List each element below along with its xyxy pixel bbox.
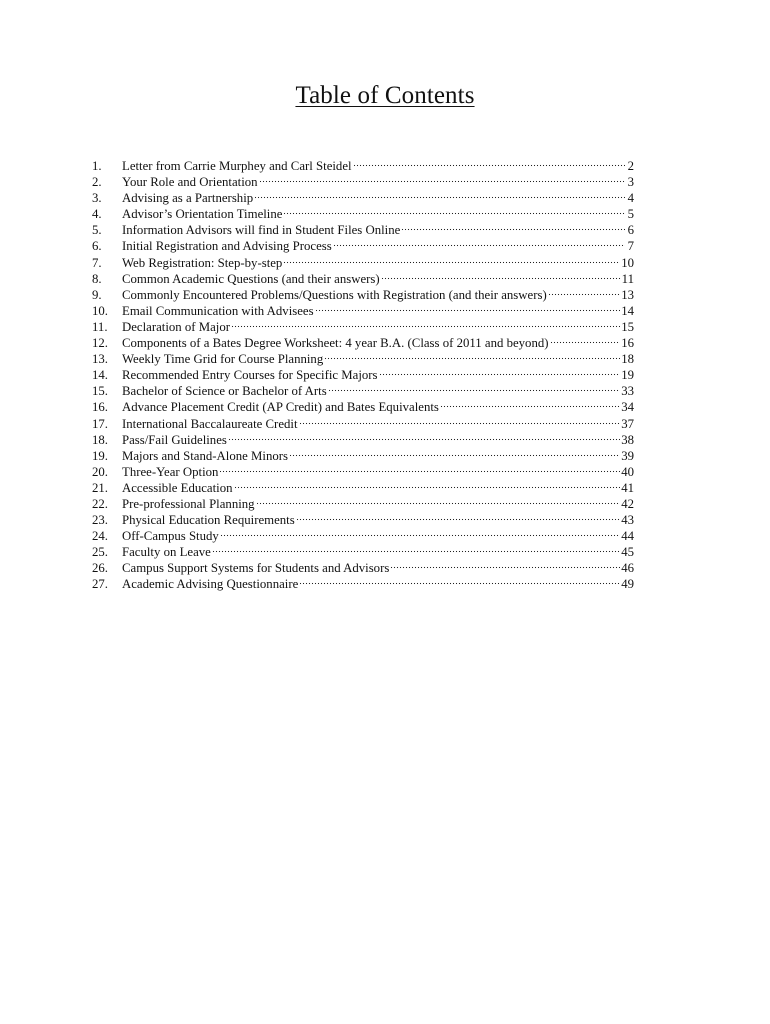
toc-entry-title: Initial Registration and Advising Process — [122, 239, 332, 254]
toc-entry-page-number: 4 — [627, 191, 634, 206]
toc-entry-page-number: 16 — [621, 336, 634, 351]
toc-entry-page-number: 49 — [621, 577, 634, 592]
toc-entry-title: Advising as a Partnership — [122, 191, 254, 206]
toc-entry-page-number: 19 — [621, 368, 634, 383]
toc-entry-title: Components of a Bates Degree Worksheet: 4 year B.A. (Class of 2011 and beyond) — [122, 336, 549, 351]
toc-entry-page-number: 44 — [621, 529, 634, 544]
toc-entry-title: Email Communication with Advisees — [122, 303, 314, 318]
dot-leader — [219, 469, 620, 473]
table-of-contents-list — [92, 158, 634, 593]
toc-entry — [92, 496, 634, 512]
dot-leader — [212, 549, 620, 553]
toc-entry-page-number: 14 — [621, 303, 634, 318]
dot-leader — [220, 533, 620, 537]
toc-entry — [92, 271, 634, 287]
toc-entry-number: 6. — [92, 239, 102, 254]
toc-entry-number: 7. — [92, 255, 102, 270]
toc-entry — [92, 335, 634, 351]
dot-leader — [315, 308, 621, 312]
toc-entry-page-number: 11 — [621, 271, 634, 286]
toc-entry-page-number: 38 — [621, 432, 634, 447]
toc-entry — [92, 464, 634, 480]
toc-entry-title: Faculty on Leave — [122, 545, 211, 560]
toc-entry-page-number: 7 — [627, 239, 634, 254]
dot-leader — [440, 404, 620, 408]
toc-entry-page-number: 3 — [627, 175, 634, 190]
toc-entry-page-number: 2 — [627, 159, 634, 173]
toc-entry — [92, 222, 634, 238]
toc-entry — [92, 383, 634, 399]
toc-entry — [92, 174, 634, 190]
toc-entry-page-number: 10 — [621, 255, 634, 270]
toc-entry-title: Information Advisors will find in Student Files Online — [122, 223, 401, 238]
dot-leader — [259, 179, 625, 183]
toc-entry-title: Advance Placement Credit (AP Credit) and Bates Equivalents — [122, 400, 439, 415]
toc-entry — [92, 255, 634, 271]
toc-entry-number: 12. — [92, 336, 108, 351]
toc-entry-title: Weekly Time Grid for Course Planning — [122, 352, 324, 367]
dot-leader — [324, 356, 620, 360]
dot-leader — [390, 565, 620, 569]
toc-entry-title: Advisor’s Orientation Timeline — [122, 207, 283, 222]
toc-entry-page-number: 41 — [621, 480, 634, 495]
toc-entry-page-number: 5 — [627, 207, 634, 222]
toc-entry — [92, 528, 634, 544]
dot-leader — [289, 453, 620, 457]
dot-leader — [283, 260, 620, 264]
toc-entry-title: Bachelor of Science or Bachelor of Arts — [122, 384, 327, 399]
toc-entry-page-number: 40 — [621, 464, 634, 479]
toc-entry-number: 23. — [92, 513, 108, 528]
toc-entry-number: 14. — [92, 368, 108, 383]
toc-entry-number: 15. — [92, 384, 108, 399]
toc-entry — [92, 399, 634, 415]
dot-leader — [231, 324, 620, 328]
toc-entry-title: Pre-professional Planning — [122, 496, 255, 511]
toc-entry-number: 10. — [92, 303, 108, 318]
toc-entry-number: 27. — [92, 577, 108, 592]
toc-entry-page-number: 37 — [621, 416, 634, 431]
toc-entry-number: 18. — [92, 432, 108, 447]
toc-entry — [92, 544, 634, 560]
dot-leader — [234, 485, 621, 489]
toc-entry — [92, 190, 634, 206]
toc-entry-number: 13. — [92, 352, 108, 367]
dot-leader — [254, 195, 625, 199]
toc-entry-title: Off-Campus Study — [122, 529, 219, 544]
toc-entry-title: Common Academic Questions (and their answers) — [122, 271, 380, 286]
toc-entry-title: International Baccalaureate Credit — [122, 416, 298, 431]
dot-leader — [283, 211, 625, 215]
toc-entry-title: Campus Support Systems for Students and Advisors — [122, 561, 390, 576]
toc-entry-number: 3. — [92, 191, 102, 206]
toc-entry-title: Declaration of Major — [122, 319, 231, 334]
toc-entry — [92, 560, 634, 576]
toc-entry — [92, 206, 634, 222]
toc-entry — [92, 287, 634, 303]
dot-leader — [401, 227, 625, 231]
toc-entry — [92, 238, 634, 254]
toc-entry-number: 4. — [92, 207, 102, 222]
dot-leader — [381, 276, 621, 280]
toc-entry-number: 20. — [92, 464, 108, 479]
toc-entry-title: Majors and Stand-Alone Minors — [122, 448, 288, 463]
toc-entry-page-number: 34 — [621, 400, 634, 415]
toc-entry — [92, 576, 634, 592]
toc-entry — [92, 432, 634, 448]
dot-leader — [379, 372, 621, 376]
toc-entry — [92, 351, 634, 367]
toc-entry-page-number: 46 — [621, 561, 634, 576]
toc-entry-number: 24. — [92, 529, 108, 544]
toc-entry-title: Accessible Education — [122, 480, 233, 495]
toc-entry-number: 16. — [92, 400, 108, 415]
dot-leader — [299, 581, 620, 585]
toc-entry-number: 22. — [92, 496, 108, 511]
page-title: Table of Contents — [295, 82, 475, 109]
toc-entry-number: 17. — [92, 416, 108, 431]
toc-entry-number: 25. — [92, 545, 108, 560]
toc-entry-number: 19. — [92, 448, 108, 463]
toc-entry-page-number: 42 — [621, 496, 634, 511]
dot-leader — [353, 163, 625, 167]
toc-entry-page-number: 45 — [621, 545, 634, 560]
toc-entry — [92, 448, 634, 464]
dot-leader — [550, 340, 621, 344]
toc-entry — [92, 416, 634, 432]
toc-entry — [92, 158, 634, 174]
toc-entry-number: 1. — [92, 159, 102, 173]
toc-entry — [92, 367, 634, 383]
toc-entry — [92, 512, 634, 528]
toc-entry-number: 26. — [92, 561, 108, 576]
toc-entry — [92, 303, 634, 319]
toc-entry-page-number: 39 — [621, 448, 634, 463]
toc-entry-page-number: 6 — [627, 223, 634, 238]
toc-entry-number: 11. — [92, 319, 108, 334]
toc-entry-title: Physical Education Requirements — [122, 513, 295, 528]
dot-leader — [328, 388, 621, 392]
dot-leader — [228, 437, 620, 441]
toc-entry-page-number: 18 — [621, 352, 634, 367]
toc-entry-page-number: 15 — [621, 319, 634, 334]
toc-entry-title: Web Registration: Step-by-step — [122, 255, 283, 270]
toc-entry-number: 21. — [92, 480, 108, 495]
toc-entry-title: Pass/Fail Guidelines — [122, 432, 227, 447]
toc-entry-title: Three-Year Option — [122, 464, 219, 479]
toc-entry — [92, 480, 634, 496]
dot-leader — [296, 517, 620, 521]
toc-entry-title: Recommended Entry Courses for Specific Majors — [122, 368, 378, 383]
toc-entry-number: 2. — [92, 175, 102, 190]
dot-leader — [256, 501, 621, 505]
toc-entry-title: Your Role and Orientation — [122, 175, 258, 190]
toc-entry-number: 9. — [92, 287, 102, 302]
dot-leader — [548, 292, 620, 296]
toc-entry-title: Academic Advising Questionnaire — [122, 577, 299, 592]
dot-leader — [333, 243, 625, 247]
toc-entry-number: 8. — [92, 271, 102, 286]
toc-entry-page-number: 43 — [621, 513, 634, 528]
toc-entry-number: 5. — [92, 223, 102, 238]
toc-entry-title: Commonly Encountered Problems/Questions with Registration (and their answers) — [122, 287, 547, 302]
toc-entry — [92, 319, 634, 335]
toc-entry-page-number: 13 — [621, 287, 634, 302]
toc-entry-title: Letter from Carrie Murphey and Carl Steidel — [122, 159, 352, 173]
dot-leader — [299, 421, 621, 425]
toc-entry-page-number: 33 — [621, 384, 634, 399]
